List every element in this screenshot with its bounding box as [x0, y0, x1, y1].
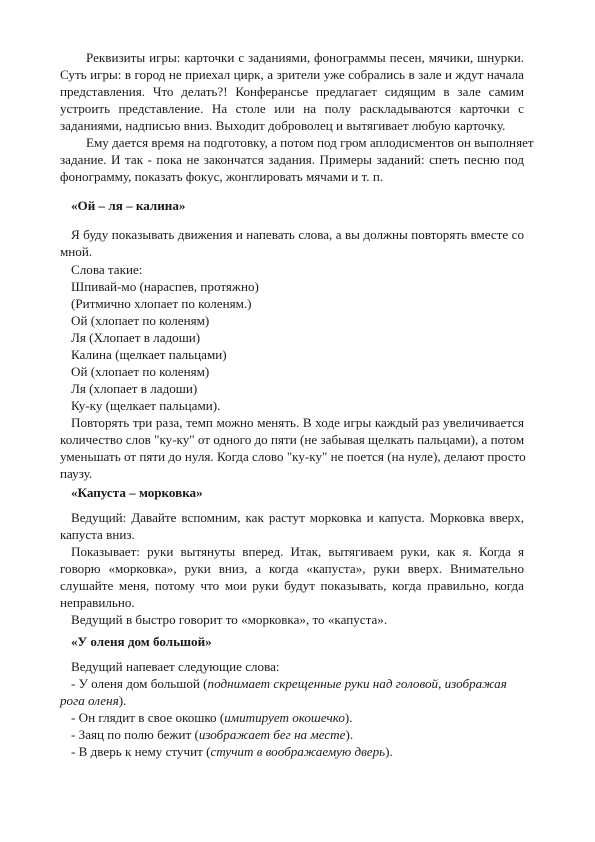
paragraph-line: неправильно. — [60, 595, 135, 610]
lyrics-line: Ля (хлопает в ладоши) — [71, 381, 198, 396]
paragraph-line: Ведущий: Давайте вспомним, как растут морковка и капуста. Морковка вверх, — [71, 510, 524, 525]
song-text: ). — [344, 710, 353, 725]
paragraph-line: говорю «морковка», руки вниз, а когда «капуста», руки вверх. Внимательно — [60, 561, 524, 576]
stage-direction: изображает бег на месте — [198, 727, 346, 742]
paragraph-line: Ведущий в быстро говорит то «морковка», то «капуста». — [71, 612, 388, 627]
song-text: - Заяц по полю бежит ( — [71, 727, 199, 742]
paragraph-line: Ему дается время на подготовку, а потом под гром аплодисментов он выполняет — [86, 135, 534, 150]
paragraph-line: Показывает: руки вытянуты вперед. Итак, вытягиваем руки, как я. Когда я — [71, 544, 524, 559]
paragraph-line: Слова такие: — [71, 262, 143, 277]
paragraph-line: заданиями, надписью вниз. Выходит доброволец и вытягивает любую карточку. — [60, 118, 506, 133]
paragraph-line: паузу. — [60, 466, 93, 481]
stage-direction: имитирует окошечко — [224, 710, 345, 725]
paragraph-line: количество слов "ку-ку" от одного до пяти (не забывая щелкать пальцами), а потом — [60, 432, 525, 447]
song-text: - В дверь к нему стучит ( — [71, 744, 211, 759]
paragraph-line: фонограмму, показать фокус, жонглировать мячами и т. п. — [60, 169, 384, 184]
paragraph-line: капуста вниз. — [60, 527, 135, 542]
song-line — [71, 743, 393, 760]
lyrics-line: Ля (Хлопает в ладоши) — [71, 330, 201, 345]
song-text: ). — [118, 693, 127, 708]
paragraph-line: Я буду показывать движения и напевать слова, а вы должны повторять вместе со — [71, 227, 524, 242]
stage-direction: рога оленя — [60, 693, 119, 708]
song-text: ). — [385, 744, 393, 759]
lyrics-line: (Ритмично хлопает по коленям.) — [71, 296, 252, 311]
lyrics-line: Ку-ку (щелкает пальцами). — [71, 398, 221, 413]
paragraph-line: уменьшать от пяти до нуля. Когда слово "ку-ку" не поется (на нуле), делают просто — [60, 449, 526, 464]
paragraph-line: Повторять три раза, темп можно менять. В ходе игры каждый раз увеличивается — [71, 415, 524, 430]
song-line — [71, 675, 507, 692]
song-line — [71, 726, 353, 743]
song-text: - У оленя дом большой ( — [71, 676, 208, 691]
lyrics-line: Ой (хлопает по коленям) — [71, 313, 210, 328]
song-text: - Он глядит в свое окошко ( — [71, 710, 225, 725]
song-line — [60, 692, 126, 709]
section-heading: «У оленя дом большой» — [71, 634, 212, 649]
song-text: ). — [345, 727, 354, 742]
section-heading: «Ой – ля – калина» — [71, 198, 186, 213]
paragraph-line: Суть игры: в город не приехал цирк, а зрители уже собрались в зале и ждут начала — [60, 67, 524, 82]
paragraph-line: задание. И так - пока не закончатся задания. Примеры заданий: спеть песню под — [60, 152, 524, 167]
paragraph-line: представления. Что делать?! Конферансье предлагает сидящим в зале самим — [60, 84, 524, 99]
lyrics-line: Калина (щелкает пальцами) — [71, 347, 227, 362]
lyrics-line: Шпивай-мо (нараспев, протяжно) — [71, 279, 259, 294]
lyrics-line: Ой (хлопает по коленям) — [71, 364, 210, 379]
paragraph-line: слушайте меня, потому что мои руки будут показывать, когда правильно, когда — [60, 578, 524, 593]
paragraph-line: мной. — [60, 244, 93, 259]
paragraph-line: устроить представление. На столе или на полу раскладываются карточки с — [60, 101, 524, 116]
stage-direction: поднимает скрещенные руки над головой, изображая — [207, 676, 507, 691]
paragraph-line: Реквизиты игры: карточки с заданиями, фонограммы песен, мячики, шнурки. — [86, 50, 524, 65]
song-line — [71, 709, 353, 726]
section-heading: «Капуста – морковка» — [71, 485, 203, 500]
paragraph-line: Ведущий напевает следующие слова: — [71, 659, 280, 674]
stage-direction: стучит в воображаемую дверь — [210, 744, 386, 759]
